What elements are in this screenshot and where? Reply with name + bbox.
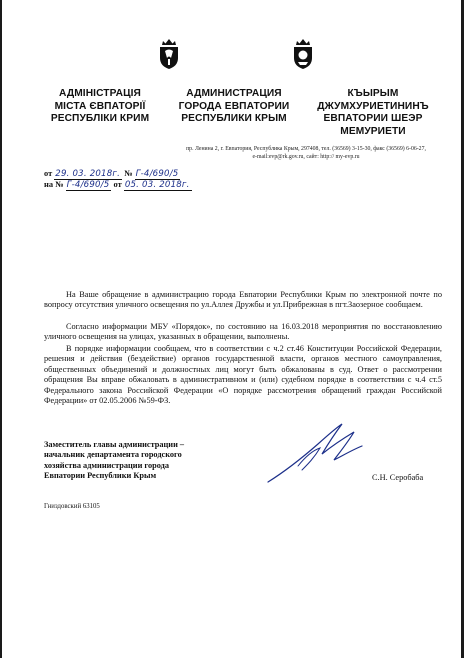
outgoing-date: 29. 03. 2018г. bbox=[55, 169, 121, 179]
executor-note: Гниздовский 63105 bbox=[44, 503, 100, 510]
outgoing-registration bbox=[44, 169, 180, 179]
header-crh-line: ДЖУМХУРИЕТИНИНЪ bbox=[317, 100, 429, 112]
handwritten-signature bbox=[262, 420, 372, 490]
reference-number: Г-4/690/5 bbox=[66, 180, 110, 190]
header-ua-line: РЕСПУБЛІКИ КРИМ bbox=[50, 113, 150, 125]
signatory-title-line: хозяйства администрации города bbox=[44, 460, 169, 470]
header-ru-line: АДМИНИСТРАЦИЯ bbox=[186, 88, 282, 99]
evpatoria-coat-of-arms-emblem bbox=[291, 38, 315, 70]
reference-from-label: от bbox=[113, 180, 122, 189]
incoming-reference bbox=[44, 180, 192, 190]
header-crh-line: ЕВПАТОРИИ ШЕЭР bbox=[323, 113, 423, 125]
paragraph-text: На Ваше обращение в администрацию города Евпатории Республики Крым по электронной почте по вопросу отсутствия уличного освещения по ул.Аллея Дружбы и ул.Прибрежная в пгт.Заозерное сообщаем. bbox=[44, 290, 442, 310]
outgoing-number: Г-4/690/5 bbox=[135, 169, 179, 179]
header-ua-line: МІСТА ЄВПАТОРІЇ bbox=[54, 100, 146, 112]
paragraph-text: Согласно информации МБУ «Порядок», по состоянию на 16.03.2018 мероприятия по восстановлению уличного освещения на улицах, указанных в обращении, выполнены. bbox=[44, 322, 442, 342]
signatory-title-line: начальник департамента городского bbox=[44, 450, 182, 460]
letter-paragraph-2 bbox=[44, 322, 442, 343]
crimea-coat-of-arms-emblem bbox=[157, 38, 181, 70]
paragraph-text: В порядке информации сообщаем, что в соответствии с ч.2 ст.46 Конституции Российской Федерации, решения и действия (бездействие) органов государственной власти, органов местного самоуправления, общественных объединений и должностных лиц могут быть обжалованы в суд. Ответ о рассмотрении обращения Вы вправе обжаловать в административном и (или) судебном порядке в соответствии с ч.4 ст.5 Федерального закона Российской Федерации «О порядке рассмотрения обращений граждан Российской Федерации» от 02.05.2006 №59-ФЗ. bbox=[44, 344, 442, 406]
scan-edge-left bbox=[0, 0, 2, 658]
reference-number-label: на № bbox=[44, 180, 64, 189]
signatory-title-line: Евпатории Республики Крым bbox=[44, 471, 157, 481]
contacts-address: пр. Ленина 2, г. Евпатория, Республика Крым, 297408, тел. (36569) 3-15-30, факс (36569) 6-06-27, bbox=[186, 146, 426, 152]
header-crh-line: МЕМУРИЕТИ bbox=[340, 125, 406, 137]
number-label: № bbox=[124, 169, 133, 178]
reference-date: 05. 03. 2018г. bbox=[124, 180, 190, 190]
header-title-crimean-tatar bbox=[300, 88, 446, 138]
from-label: от bbox=[44, 169, 53, 178]
header-title-ukrainian bbox=[44, 88, 156, 126]
header-ua-line: АДМІНІСТРАЦІЯ bbox=[59, 88, 141, 99]
header-ru-line: РЕСПУБЛИКИ КРЫМ bbox=[181, 113, 287, 125]
header-title-russian bbox=[172, 88, 296, 126]
letter-paragraph-1 bbox=[44, 290, 442, 311]
contacts-email-site: e-mail:evp@rk.gov.ru, сайт: http:// my-evp.ru bbox=[252, 154, 360, 160]
header-ru-line: ГОРОДА ЕВПАТОРИИ bbox=[178, 100, 290, 112]
signatory-title-line: Заместитель главы администрации – bbox=[44, 440, 185, 449]
signatory-title bbox=[44, 440, 234, 482]
letter-paragraph-3 bbox=[44, 344, 442, 406]
header-crh-line: КЪЫРЫМ bbox=[347, 88, 399, 99]
signer-name: С.Н. Серобаба bbox=[372, 473, 424, 482]
